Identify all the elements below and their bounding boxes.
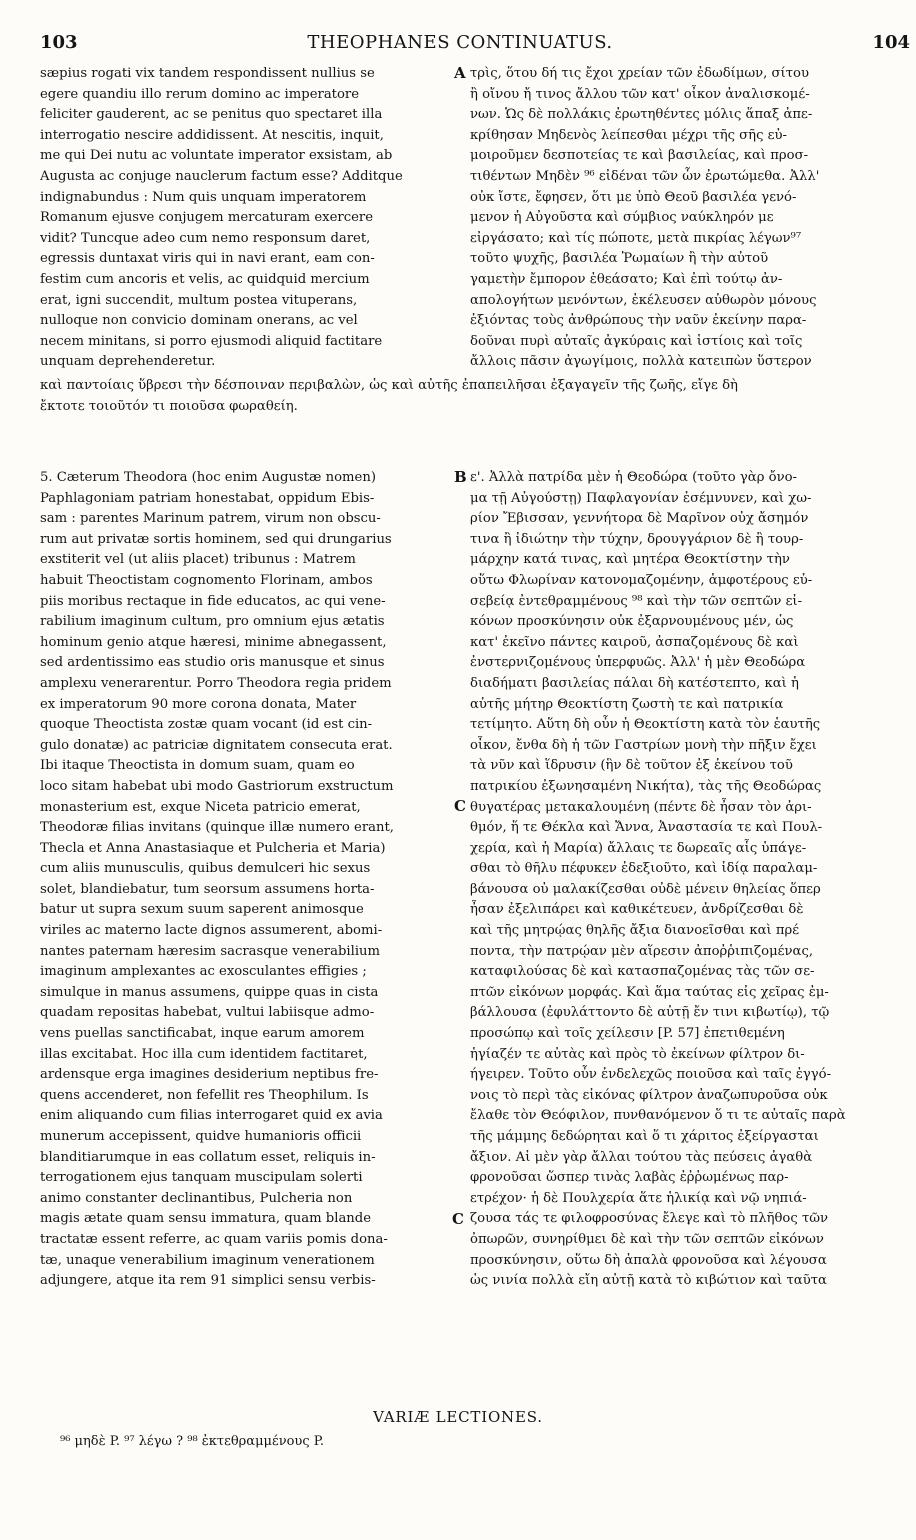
latin-line: adjungere, atque ita rem 91 simplici sensu verbis- — [40, 1273, 376, 1289]
latin-line: illas excitabat. Hoc illa cum identidem factitaret, — [40, 1046, 368, 1062]
latin-line: me qui Dei nutu ac voluntate imperator exsistam, ab — [40, 148, 393, 164]
greek-line: ζουσα τάς τε φιλοφροσύνας ἔλεγε καὶ τὸ πλῆθος τῶν — [470, 1211, 829, 1227]
latin-column-top — [40, 64, 452, 373]
margin-letter-b: B — [454, 468, 467, 486]
latin-line: animo constanter declinantibus, Pulcheria non — [40, 1190, 353, 1206]
greek-line: ἢ οἴνου ἤ τινος ἄλλου τῶν κατ' οἶκον ἀναλισκομέ- — [470, 86, 810, 102]
greek-line: ἔλαθε τὸν Θεόφιλον, πυνθανόμενον ὅ τι τε αὐταῖς παρὰ — [470, 1108, 846, 1124]
greek-line: σεβείᾳ ἐντεθραμμένους ⁹⁸ καὶ τὴν τῶν σεπτῶν εἰ- — [470, 593, 803, 609]
greek-line: ήγειρεν. Τοῦτο οὖν ἐνδελεχῶς ποιοῦσα καὶ ταῖς ἐγγό- — [470, 1067, 832, 1083]
latin-line: ex imperatorum 90 more corona donata, Mater — [40, 696, 357, 712]
greek-line: γαμετὴν ἔμπορον ἐθεάσατο; Καὶ ἐπὶ τούτῳ ἀν- — [470, 271, 783, 287]
margin-letter-c-second: C — [452, 1210, 464, 1228]
left-page-number: 103 — [40, 32, 78, 53]
latin-column-bottom — [40, 468, 452, 1292]
greek-line: φρονοῦσαι ὥσπερ τινὰς λαβὰς ἐῤῥωμένως παρ- — [470, 1170, 789, 1186]
greek-line: προσώπῳ καὶ τοῖς χείλεσιν [P. 57] ἐπετιθεμένη — [470, 1026, 785, 1042]
greek-line: τὰ νῦν καὶ ἵδρυσιν (ἣν δὲ τοῦτον ἐξ ἐκείνου τοῦ — [470, 758, 793, 774]
greek-line: κρίθησαν Μηδενὸς λείπεσθαι μέχρι τῆς σῆς εὐ- — [470, 127, 787, 143]
greek-line: πτῶν εἰκόνων μορφάς. Καὶ ἅμα ταύτας εἰς χεῖρας ἐμ- — [470, 984, 829, 1000]
variae-lectiones-heading: VARIÆ LECTIONES. — [373, 1408, 543, 1426]
latin-line: feliciter gauderent, ac se penitus quo spectaret illa — [40, 107, 383, 123]
latin-line: blanditiarumque in eas collatum esset, reliquis in- — [40, 1149, 376, 1165]
greek-line: νων. Ὡς δὲ πολλάκις ἐρωτηθέντες μόλις ἅπαξ ἀπε- — [470, 107, 813, 123]
greek-line: καταφιλούσας δὲ καὶ κατασπαζομένας τὰς τῶν σε- — [470, 964, 815, 980]
greek-line: χερία, καὶ ἡ Μαρία) ἄλλαις τε δωρεαῖς αἷς ὑπάγε- — [470, 840, 807, 856]
latin-line: unquam deprehenderetur. — [40, 354, 216, 370]
greek-line: ἡγίαζέν τε αὐτὰς καὶ πρὸς τὸ ἐκείνων φίλτρον δι- — [470, 1046, 805, 1062]
greek-line: οἶκον, ἔνθα δὴ ἡ τῶν Γαστρίων μονὴ τὴν πῆξιν ἔχει — [470, 737, 817, 753]
latin-line: loco sitam habebat ubi modo Gastriorum exstructum — [40, 778, 394, 794]
greek-line: ὀπωρῶν, συνηρίθμει δὲ καὶ τὴν τῶν σεπτῶν εἰκόνων — [470, 1231, 824, 1247]
latin-line: vidit? Tuncque adeo cum nemo responsum daret, — [40, 230, 371, 246]
greek-line: απολογήτων μενόντων, ἐκέλευσεν αὐθωρὸν μόνους — [470, 292, 817, 308]
latin-line: amplexu venerarentur. Porro Theodora regia pridem — [40, 675, 392, 691]
greek-line: ε'. Ἀλλὰ πατρίδα μὲν ἡ Θεοδώρα (τοῦτο γὰρ ὄνο- — [470, 470, 797, 485]
greek-line: πατρικίου ἐξωνησαμένη Νικήτα), τὰς τῆς Θεοδώρας — [470, 778, 822, 794]
latin-line: Paphlagoniam patriam honestabat, oppidum Ebis- — [40, 490, 375, 506]
greek-line: ἦσαν ἐξελιπάρει καὶ καθικέτευεν, ἀνδρίζεσθαι δὲ — [470, 902, 804, 918]
right-page-number: 104 — [872, 32, 910, 53]
latin-line: Ibi itaque Theoctista in domum suam, quam eo — [40, 758, 355, 774]
latin-line: viriles ac materno lacte dignos assumerent, abomi- — [40, 923, 383, 939]
greek-line: οὕτω Φλωρίναν κατονομαζομένην, ἀμφοτέρους εὐ- — [470, 572, 813, 588]
latin-line: cum aliis munusculis, quibus demulceri hic sexus — [40, 861, 371, 877]
latin-line: festim cum ancoris et velis, ac quidquid mercium — [40, 271, 370, 287]
greek-line: ρίον Ἔβισσαν, γεννήτορα δὲ Μαρῖνον οὐχ ἄσημόν — [470, 511, 809, 527]
greek-line: ετρέχον· ἡ δὲ Πουλχερία ἅτε ἡλικίᾳ καὶ νῷ νηπιά- — [470, 1190, 807, 1206]
latin-line: Romanum ejusve conjugem mercaturam exercere — [40, 210, 374, 226]
running-title: THEOPHANES CONTINUATUS. — [307, 32, 613, 53]
greek-line: μα τῇ Αὐγούστῃ) Παφλαγονίαν ἐσέμνυνεν, καὶ χω- — [470, 490, 812, 506]
margin-letter-a: A — [454, 64, 466, 82]
latin-line: sæpius rogati vix tandem respondissent nullius se — [40, 66, 375, 81]
latin-line: rum aut privatæ sortis hominem, sed qui drungarius — [40, 531, 392, 547]
greek-line: βάλλουσα (ἐφυλάττοντο δὲ αὐτῇ ἔν τινι κιβωτίῳ), τῷ — [470, 1005, 830, 1021]
latin-line: simulque in manus assumens, quippe quas in cista — [40, 984, 379, 1000]
latin-line: quens accenderet, non fefellit res Theophilum. Is — [40, 1087, 369, 1103]
greek-line: ἄλλοις πᾶσιν ἀγωγίμοις, πολλὰ κατειπὼν ὕστερον — [470, 354, 812, 370]
latin-line: terrogationem ejus tanquam muscipulam solerti — [40, 1170, 363, 1186]
latin-line: interrogatio nescire addidissent. At nescitis, inquit, — [40, 127, 384, 143]
greek-line: ἐνστερνιζομένους ὑπερφυῶς. Ἀλλ' ἡ μὲν Θεοδώρα — [470, 655, 806, 671]
latin-line: Augusta ac conjuge nauclerum factum esse? Additque — [40, 168, 403, 184]
latin-line: quoque Theoctista zostæ quam vocant (id est cin- — [40, 717, 373, 733]
greek-line: κόνων προσκύνησιν οὐκ ἐξαρνουμένους μέν, ὡς — [470, 614, 794, 630]
latin-line: egere quandiu illo rerum domino ac imperatore — [40, 86, 360, 102]
greek-line: κατ' ἐκεῖνο πάντες καιροῦ, ἀσπαζομένους δὲ καὶ — [470, 634, 799, 650]
greek-line: τῆς μάμμης δεδώρηται καὶ ὅ τι χάριτος ἐξείργασται — [470, 1129, 819, 1144]
greek-line: διαδήματι βασιλείας πάλαι δὴ κατέστεπτο, καὶ ἡ — [470, 675, 799, 691]
latin-line: indignabundus : Num quis unquam imperatorem — [40, 189, 367, 205]
greek-line: τοῦτο ψυχῆς, βασιλέα Ῥωμαίων ἢ τὴν αὐτοῦ — [470, 251, 769, 267]
greek-line: μενον ἡ Αὐγοῦστα καὶ σύμβιος ναύκληρόν με — [470, 210, 774, 226]
latin-line: solet, blandiebatur, tum seorsum assumens horta- — [40, 881, 375, 897]
latin-line: rabilium imaginum cultum, pro omnium ejus ætatis — [40, 614, 385, 630]
latin-line: ardensque erga imagines desiderium neptibus fre- — [40, 1067, 379, 1083]
full-width-greek-lines — [40, 375, 886, 417]
latin-line: vens puellas sanctificabat, inque earum amorem — [40, 1026, 365, 1042]
latin-line: nulloque non convicio dominam onerans, ac vel — [40, 313, 358, 329]
latin-line: erat, igni succendit, multum postea vituperans, — [40, 292, 358, 308]
latin-line: egressis duntaxat viris qui in navi erant, eam con- — [40, 251, 375, 267]
page-header — [40, 32, 910, 62]
latin-line: Theodoræ filias invitans (quinque illæ numero erant, — [40, 820, 395, 836]
greek-line: θυγατέρας μετακαλουμένη (πέντε δὲ ἦσαν τὸν ἀρι- — [470, 799, 812, 815]
latin-line: munerum accepissent, quidve humanioris officii — [40, 1129, 362, 1144]
greek-line: τρὶς, ὅτου δή τις ἔχοι χρείαν τῶν ἐδωδίμων, σίτου — [470, 66, 809, 81]
greek-line: μοιροῦμεν δεσποτείας τε καὶ βασιλείας, καὶ προσ- — [470, 148, 809, 164]
latin-line: hominum genio atque hæresi, minime abnegassent, — [40, 634, 387, 650]
latin-line: tractatæ essent referre, ac quam variis pomis dona- — [40, 1231, 388, 1247]
greek-line: ποντα, τὴν πατρῴαν μὲν αἵρεσιν ἀποῤῥιπιζομένας, — [470, 943, 814, 959]
greek-column-bottom — [470, 468, 882, 1292]
greek-line: τιθέντων Μηδὲν ⁹⁶ εἰδέναι τῶν ὧν ἐρωτώμεθα. Ἀλλ' — [470, 168, 820, 184]
latin-line: sam : parentes Marinum patrem, virum non obscu- — [40, 511, 381, 527]
greek-column-top — [470, 64, 882, 373]
latin-line: monasterium est, exque Niceta patricio emerat, — [40, 799, 361, 815]
greek-line: τετίμητο. Αὕτη δὴ οὖν ἡ Θεοκτίστη κατὰ τὸν ἑαυτῆς — [470, 717, 821, 733]
latin-line: 5. Cæterum Theodora (hoc enim Augustæ nomen) — [40, 470, 376, 485]
latin-line: sed ardentissimo eas studio oris manusque et sinus — [40, 655, 385, 671]
latin-line: gulo donatæ) ac patriciæ dignitatem consecuta erat. — [40, 737, 393, 753]
latin-line: habuit Theoctistam cognomento Florinam, ambos — [40, 572, 373, 588]
latin-line: imaginum amplexantes ac exosculantes effigies ; — [40, 964, 367, 980]
latin-line: piis moribus rectaque in fide educatos, ac qui vene- — [40, 593, 386, 609]
greek-line: βάνουσα οὐ μαλακίζεσθαι οὐδὲ μένειν θηλείας ὅπερ — [470, 881, 821, 897]
latin-line: batur ut supra sexum suum saperent animosque — [40, 902, 364, 918]
margin-letter-c: C — [454, 797, 466, 815]
greek-line: ἄξιον. Αἱ μὲν γὰρ ἄλλαι τούτου τὰς πεύσεις ἀγαθὰ — [470, 1149, 813, 1165]
latin-line: quadam repositas habebat, vultui labiisque admo- — [40, 1005, 375, 1021]
greek-line: θμόν, ἥ τε Θέκλα καὶ Ἄννα, Ἀναστασία τε καὶ Πουλ- — [470, 820, 823, 836]
greek-line: ὡς νινία πολλὰ εἴη αὐτῇ κατὰ τὸ κιβώτιον καὶ ταῦτα — [470, 1273, 827, 1289]
greek-line: νοις τὸ περὶ τὰς εἰκόνας φίλτρον ἀναζωπυροῦσα οὐκ — [470, 1087, 828, 1103]
greek-line: εἰργάσατο; καὶ τίς πώποτε, μετὰ πικρίας λέγων⁹⁷ — [470, 230, 802, 246]
latin-line: magis ætate quam sensu immatura, quam blande — [40, 1211, 372, 1227]
latin-line: enim aliquando cum filias interrogaret quid ex avia — [40, 1108, 383, 1124]
greek-line: τινα ἢ ἰδιώτην τὴν τύχην, δρουγγάριον δὲ ἢ τουρ- — [470, 531, 804, 547]
greek-line: οὐκ ἴστε, ἔφησεν, ὅτι με ὑπὸ Θεοῦ βασιλέα γενό- — [470, 189, 797, 205]
greek-line: δοῦναι πυρὶ αὐταῖς ἀγκύραις καὶ ἱστίοις καὶ τοῖς — [470, 333, 803, 349]
greek-line: προσκύνησιν, οὕτω δὴ ἁπαλὰ φρονοῦσα καὶ λέγουσα — [470, 1252, 827, 1268]
greek-line: αὐτῆς μήτηρ Θεοκτίστη ζωστὴ τε καὶ πατρικία — [470, 696, 784, 712]
variae-lectiones-notes: ⁹⁶ μηδὲ P. ⁹⁷ λέγω ? ⁹⁸ ἐκτεθραμμένους P. — [60, 1434, 324, 1449]
latin-line: exstiterit vel (ut aliis placet) tribunus : Matrem — [40, 552, 356, 568]
full-width-line: καὶ παντοίαις ὕβρεσι τὴν δέσποιναν περιβαλὼν, ὡς καὶ αὐτῆς ἐπαπειλῆσαι ἐξαγαγεῖν τῆς ζωῆς, εἴγε δὴ — [40, 378, 738, 393]
full-width-line: ἔκτοτε τοιοῦτόν τι ποιοῦσα φωραθείη. — [40, 399, 298, 414]
latin-line: nantes paternam hæresim sacrasque venerabilium — [40, 943, 381, 959]
latin-line: tæ, unaque venerabilium imaginum venerationem — [40, 1252, 375, 1268]
greek-line: μάρχην κατά τινας, καὶ μητέρα Θεοκτίστην τὴν — [470, 552, 790, 568]
greek-line: σθαι τὸ θῆλυ πέφυκεν ἐδεξιοῦτο, καὶ ἰδίᾳ παραλαμ- — [470, 861, 818, 877]
latin-line: necem minitans, si porro ejusmodi aliquid factitare — [40, 333, 383, 349]
greek-line: καὶ τῆς μητρῴας θηλῆς ἄξια διανοεῖσθαι καὶ πρέ — [470, 923, 800, 939]
latin-line: Thecla et Anna Anastasiaque et Pulcheria et Maria) — [40, 840, 386, 856]
greek-line: ἐξιόντας τοὺς ἀνθρώπους τὴν ναῦν ἐκείνην παρα- — [470, 313, 807, 329]
